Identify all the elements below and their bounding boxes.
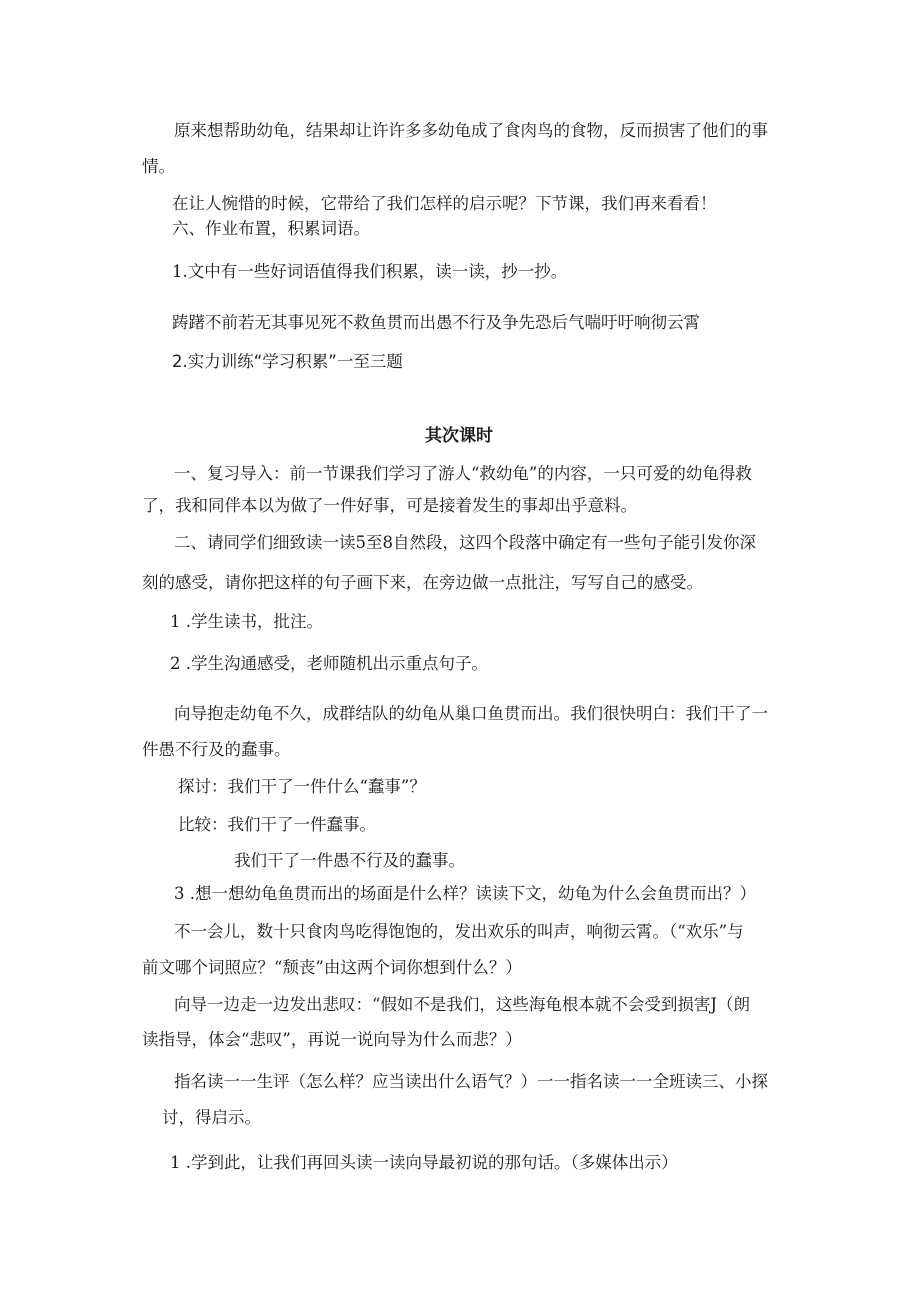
paragraph-line: 二、请同学们细致读一读5至8自然段，这四个段落中确定有一些句子能引发你深 [174, 533, 756, 552]
list-item: 1 .学生读书，批注。 [170, 612, 323, 631]
paragraph: 在让人惋惜的时候，它带给了我们怎样的启示呢？下节课，我们再来看看！ [172, 194, 717, 213]
vocabulary-list: 踌躇不前若无其事见死不救鱼贯而出愚不行及争先恐后气喘吁吁响彻云霄 [172, 313, 700, 332]
quote-line: 前文哪个词照应？“颓丧”由这两个词你想到什么？） [142, 958, 522, 977]
quote-line: 件愚不行及的蠢事。 [142, 740, 291, 759]
paragraph-line: 讨，得启示。 [162, 1108, 261, 1127]
comparison-line: 我们干了一件愚不行及的蠢事。 [234, 851, 465, 870]
quote-line: 向导一边走一边发出悲叹：“假如不是我们，这些海龟根本就不会受到损害J（朗 [174, 995, 751, 1014]
quote-line: 不一会儿，数十只食肉鸟吃得饱饱的，发出欢乐的叫声，响彻云霄。（“欢乐”与 [174, 922, 744, 941]
paragraph-line: 指名读一一生评（怎么样？应当读出什么语气？）一一指名读一一全班读三、小探 [174, 1072, 768, 1091]
paragraph: 2.实力训练“学习积累”一至三题 [172, 352, 403, 371]
paragraph-line: 刻的感受，请你把这样的句子画下来，在旁边做一点批注，写写自己的感受。 [142, 573, 703, 592]
paragraph: 1.文中有一些好词语值得我们积累，读一读，抄一抄。 [172, 262, 568, 281]
list-item: 3 .想一想幼龟鱼贯而出的场面是什么样？读读下文，幼龟为什么会鱼贯而出？） [174, 884, 756, 903]
paragraph-line: 情。 [142, 157, 175, 176]
paragraph-line: 了，我和同伴本以为做了一件好事，可是接着发生的事却出乎意料。 [142, 496, 637, 515]
comparison-line: 比较：我们干了一件蠢事。 [178, 815, 376, 834]
paragraph-line: 一、复习导入：前一节课我们学习了游人“救幼龟”的内容，一只可爱的幼龟得救 [174, 464, 752, 483]
paragraph-line: 原来想帮助幼龟，结果却让许许多多幼龟成了食肉鸟的食物，反而损害了他们的事 [174, 121, 768, 140]
section-title: 其次课时 [425, 426, 493, 446]
list-item: 1 .学到此，让我们再回头读一读向导最初说的那句话。（多媒体出示） [170, 1153, 678, 1172]
discussion-line: 探讨：我们干了一件什么“蠢事”？ [178, 777, 426, 796]
quote-line: 向导抱走幼龟不久，成群结队的幼龟从巢口鱼贯而出。我们很快明白：我们干了一 [174, 704, 768, 723]
list-item: 2 .学生沟通感受，老师随机出示重点句子。 [170, 654, 488, 673]
paragraph: 六、作业布置，积累词语。 [172, 219, 370, 238]
quote-line: 读指导，体会“悲叹”，再说一说向导为什么而悲？） [142, 1030, 522, 1049]
